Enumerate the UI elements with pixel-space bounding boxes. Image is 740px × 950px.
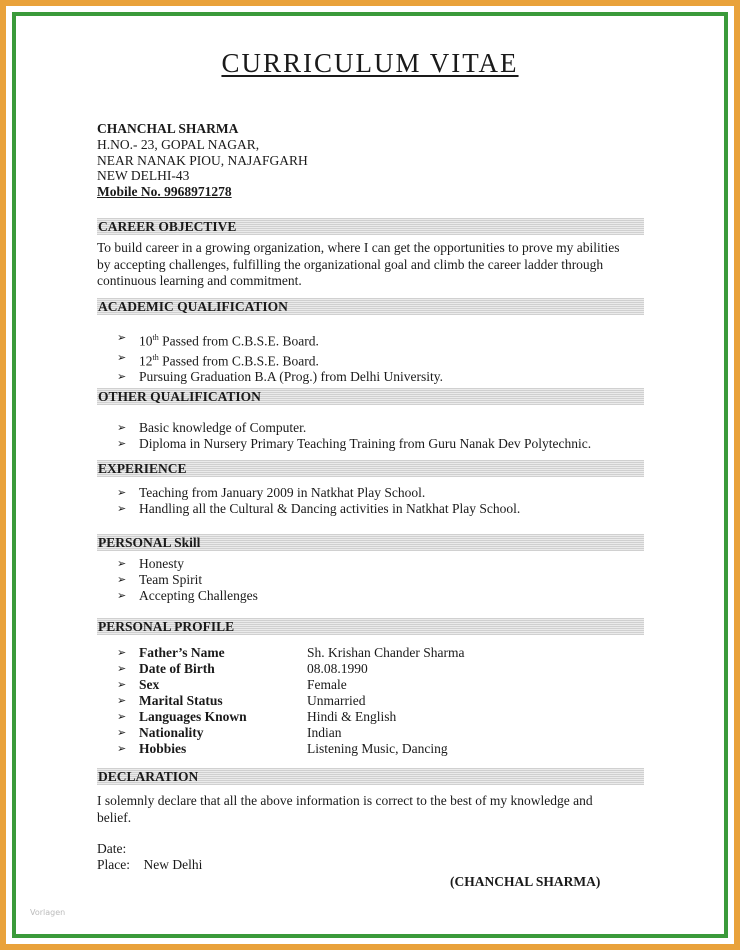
section-header-profile: PERSONAL PROFILE: [97, 618, 644, 635]
arrow-bullet-icon: ➢: [117, 662, 127, 675]
arrow-bullet-icon: ➢: [117, 370, 127, 383]
section-header-academic: ACADEMIC QUALIFICATION: [97, 298, 644, 315]
profile-value: Sh. Krishan Chander Sharma: [307, 645, 465, 660]
profile-value: 08.08.1990: [307, 661, 368, 676]
list-item: ➢ Pursuing Graduation B.A (Prog.) from Delhi University.: [117, 369, 443, 384]
arrow-bullet-icon: ➢: [117, 589, 127, 602]
list-item: ➢ Honesty: [117, 556, 184, 571]
experience-list: [117, 485, 520, 517]
arrow-bullet-icon: ➢: [117, 646, 127, 659]
section-header-experience: EXPERIENCE: [97, 460, 644, 477]
list-item: ➢ 10th Passed from C.B.S.E. Board.: [117, 331, 319, 349]
arrow-bullet-icon: ➢: [117, 726, 127, 739]
profile-label: Date of Birth: [139, 661, 215, 676]
contact-block: [97, 121, 308, 200]
list-item: ➢ Diploma in Nursery Primary Teaching Training from Guru Nanak Dev Polytechnic.: [117, 436, 592, 451]
arrow-bullet-icon: ➢: [117, 350, 127, 364]
mobile-number: Mobile No. 9968971278: [97, 184, 232, 200]
arrow-bullet-icon: ➢: [117, 678, 127, 691]
career-objective-text: [97, 240, 647, 290]
applicant-name: CHANCHAL SHARMA: [97, 121, 239, 136]
profile-value: Unmarried: [307, 693, 366, 708]
profile-label: Languages Known: [139, 709, 247, 724]
list-item: ➢ Handling all the Cultural & Dancing activities in Natkhat Play School.: [117, 501, 521, 516]
place-label: Place:: [97, 857, 130, 872]
academic-list: [117, 330, 443, 385]
paragraph-line: To build career in a growing organization, where I can get the opportunities to prove my abilities: [97, 240, 620, 255]
arrow-bullet-icon: ➢: [117, 573, 127, 586]
signature-name: (CHANCHAL SHARMA): [450, 874, 601, 889]
place-line: [97, 857, 202, 873]
list-item: ➢ Teaching from January 2009 in Natkhat Play School.: [117, 485, 426, 500]
section-header-career-objective: CAREER OBJECTIVE: [97, 218, 644, 235]
section-header-other: OTHER QUALIFICATION: [97, 388, 644, 405]
page-title: CURRICULUM VITAE: [221, 48, 519, 78]
arrow-bullet-icon: ➢: [117, 502, 127, 515]
date-label: Date:: [97, 841, 127, 856]
arrow-bullet-icon: ➢: [117, 421, 127, 434]
profile-label: Father’s Name: [139, 645, 225, 660]
place-value: New Delhi: [143, 857, 203, 872]
profile-label: Nationality: [139, 725, 204, 740]
arrow-bullet-icon: ➢: [117, 742, 127, 755]
list-item: ➢ Accepting Challenges: [117, 588, 258, 603]
paragraph-line: belief.: [97, 809, 132, 825]
skills-list: [117, 556, 258, 604]
address-line: NEW DELHI-43: [97, 168, 190, 184]
arrow-bullet-icon: ➢: [117, 694, 127, 707]
address-line: NEAR NANAK PIOU, NAJAFGARH: [97, 152, 308, 168]
arrow-bullet-icon: ➢: [117, 486, 127, 499]
profile-value: Hindi & English: [307, 709, 397, 724]
declaration-text: [97, 793, 647, 826]
profile-value: Female: [307, 677, 347, 692]
profile-label: Sex: [139, 677, 160, 692]
list-item: ➢ Basic knowledge of Computer.: [117, 420, 307, 435]
list-item: ➢ 12th Passed from C.B.S.E. Board.: [117, 350, 319, 368]
address-line: H.NO.- 23, GOPAL NAGAR,: [97, 136, 260, 152]
paragraph-line: by accepting challenges, fulfilling the organizational goal and climb the career ladder through: [97, 256, 604, 272]
arrow-bullet-icon: ➢: [117, 331, 127, 344]
paragraph-line: continuous learning and commitment.: [97, 273, 302, 288]
paragraph-line: I solemnly declare that all the above information is correct to the best of my knowledge and: [97, 793, 593, 808]
arrow-bullet-icon: ➢: [117, 557, 127, 570]
profile-value: Listening Music, Dancing: [307, 741, 448, 756]
profile-value: Indian: [307, 725, 342, 740]
arrow-bullet-icon: ➢: [117, 710, 127, 723]
profile-label: Marital Status: [139, 693, 223, 708]
list-item: ➢ Team Spirit: [117, 572, 203, 587]
profile-label: Hobbies: [139, 741, 187, 756]
section-header-skills: PERSONAL Skill: [97, 534, 644, 551]
other-list: [117, 420, 591, 452]
section-header-declaration: DECLARATION: [97, 768, 644, 785]
arrow-bullet-icon: ➢: [117, 437, 127, 450]
watermark-text: Vorlagen: [30, 908, 66, 917]
